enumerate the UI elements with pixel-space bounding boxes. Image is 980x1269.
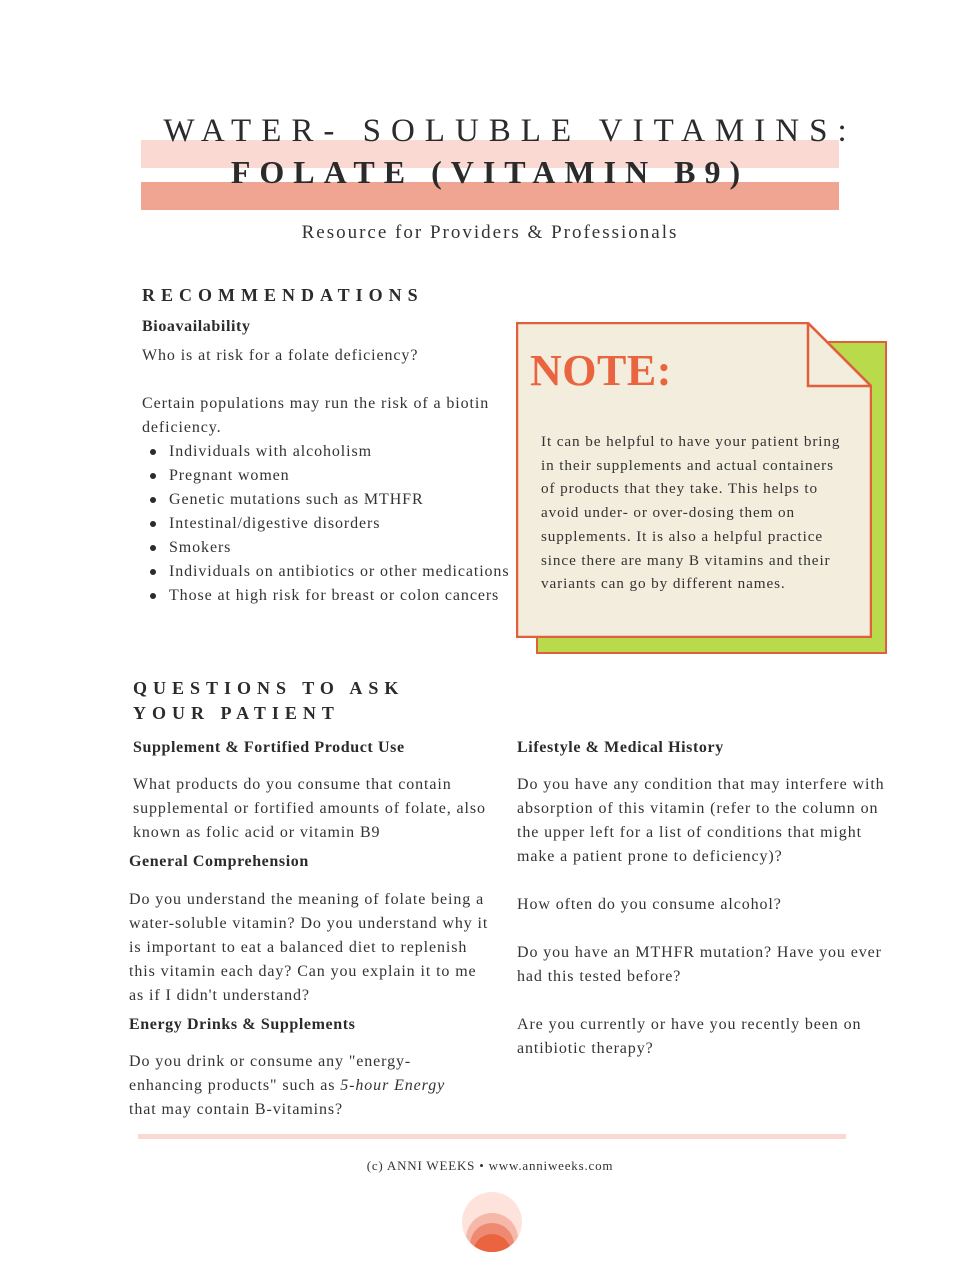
recommendations-heading: RECOMMENDATIONS	[142, 285, 424, 305]
bioavailability-heading: Bioavailability	[142, 318, 251, 335]
energy-text-part: Do you drink or consume any "energy-enhancing products" such as	[129, 1053, 412, 1094]
questions-heading-line1: QUESTIONS TO ASK	[133, 678, 405, 698]
list-item: Intestinal/digestive disorders	[142, 512, 510, 536]
comprehension-text: Do you understand the meaning of folate being a water-soluble vitamin? Do you understand why it is important to eat a balanced diet to replenish this vitamin each day? Can you explain it to me as if I didn't understand?	[129, 891, 489, 1004]
lifestyle-heading: Lifestyle & Medical History	[517, 739, 724, 756]
energy-heading: Energy Drinks & Supplements	[129, 1016, 356, 1033]
list-item: Individuals with alcoholism	[142, 440, 510, 464]
note-text: It can be helpful to have your patient bring in their supplements and actual containers of products that they take. This helps to avoid under- or over-dosing them on supplements. It is also a helpful practice since there are many B vitamins and their variants can go by different names.	[541, 433, 841, 593]
energy-text-part: that may contain B-vitamins?	[129, 1101, 344, 1118]
list-item: Smokers	[142, 536, 510, 560]
footer-divider	[138, 1134, 846, 1139]
list-item: Pregnant women	[142, 464, 510, 488]
energy-text	[129, 1050, 474, 1122]
page-title-line1: WATER- SOLUBLE VITAMINS:	[163, 113, 857, 149]
lifestyle-question: Are you currently or have you recently been on antibiotic therapy?	[517, 1016, 862, 1057]
page-title-line2: FOLATE (VITAMIN B9)	[230, 154, 750, 190]
list-item: Individuals on antibiotics or other medications	[142, 560, 510, 584]
supplement-text: What products do you consume that contain supplemental or fortified amounts of folate, also known as folic acid or vitamin B9	[133, 776, 486, 841]
footer-text: (c) ANNI WEEKS • www.anniweeks.com	[366, 1158, 614, 1173]
questions-heading	[133, 676, 404, 726]
questions-heading-line2: YOUR PATIENT	[133, 703, 340, 723]
list-item: Genetic mutations such as MTHFR	[142, 488, 510, 512]
list-item: Those at high risk for breast or colon cancers	[142, 584, 510, 608]
page-subtitle: Resource for Providers & Professionals	[301, 222, 679, 243]
lifestyle-text	[517, 773, 902, 1061]
brand-logo-icon	[461, 1191, 523, 1253]
lifestyle-question: Do you have an MTHFR mutation? Have you ever had this tested before?	[517, 944, 882, 985]
lifestyle-question: How often do you consume alcohol?	[517, 896, 782, 913]
energy-product-name: 5-hour Energy	[340, 1077, 446, 1094]
risk-intro: Certain populations may run the risk of a biotin deficiency.	[142, 395, 490, 436]
risk-list	[142, 440, 510, 608]
recommendations-body	[142, 344, 510, 608]
lifestyle-question: Do you have any condition that may interfere with absorption of this vitamin (refer to the column on the upper left for a list of conditions that might make a patient prone to deficiency)?	[517, 776, 885, 865]
note-title: NOTE:	[530, 346, 672, 395]
comprehension-heading: General Comprehension	[129, 853, 309, 870]
risk-question: Who is at risk for a folate deficiency?	[142, 347, 419, 364]
supplement-heading: Supplement & Fortified Product Use	[133, 739, 405, 756]
